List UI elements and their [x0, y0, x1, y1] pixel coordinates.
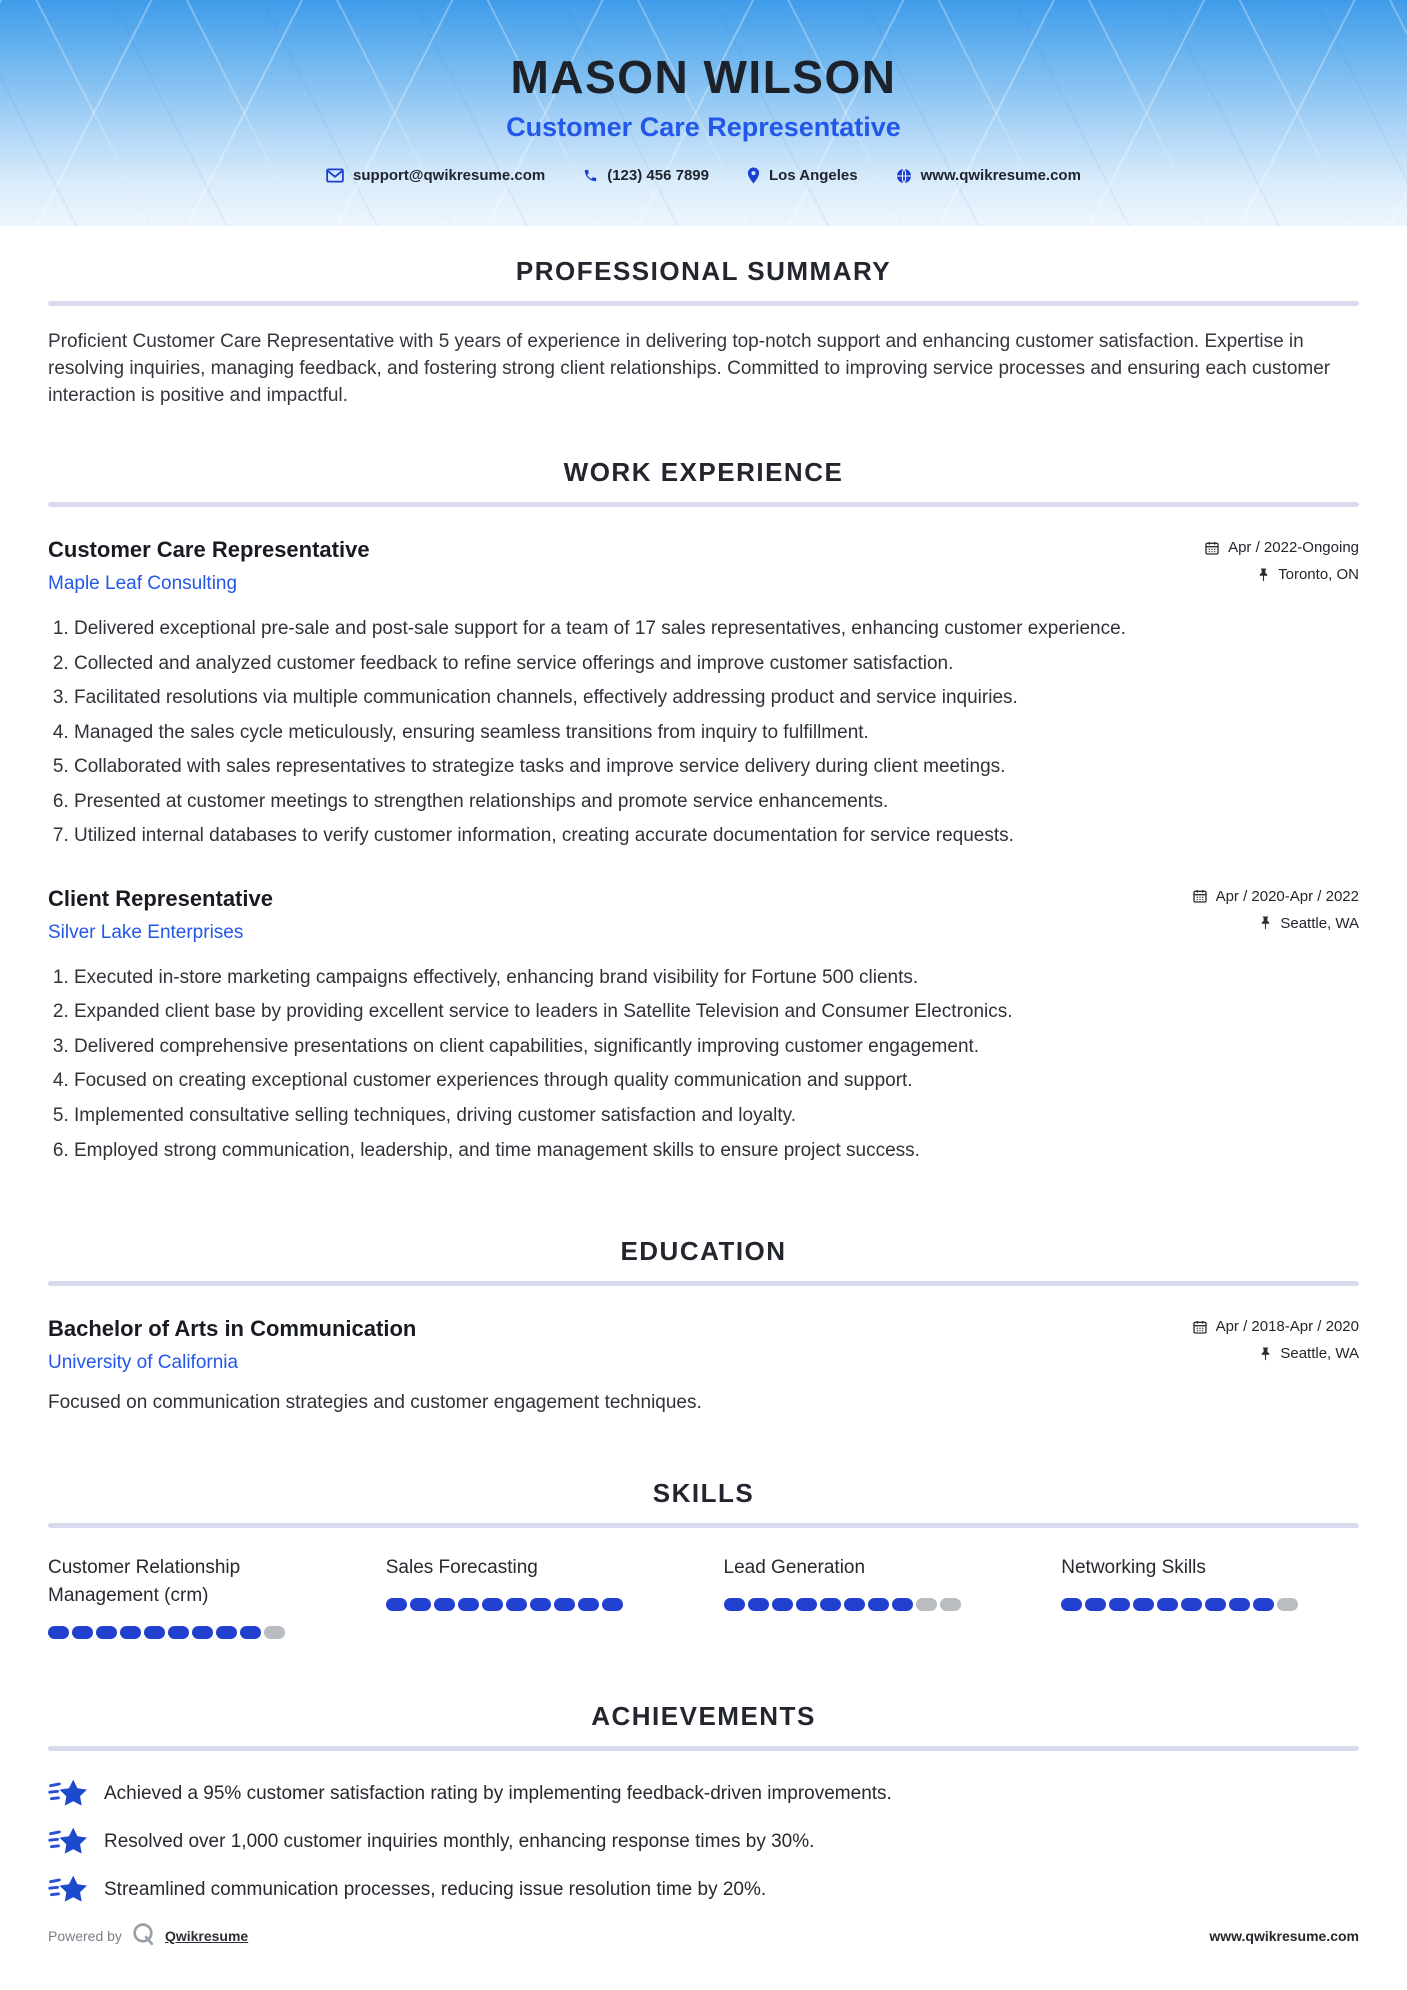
job-bullet: 2. Expanded client base by providing excellent service to leaders in Satellite Television and Consumer Electronics.: [74, 998, 1359, 1026]
page-footer: [48, 1922, 1359, 1950]
job-location: [1204, 566, 1359, 583]
achievement-text: Resolved over 1,000 customer inquiries monthly, enhancing response times by 30%.: [104, 1830, 815, 1852]
job-dates-text: Apr / 2022-Ongoing: [1228, 539, 1359, 556]
job-bullet: 4. Focused on creating exceptional customer experiences through quality communication and support.: [74, 1067, 1359, 1095]
job-entry: [48, 537, 1359, 850]
shooting-star-icon: [48, 1825, 88, 1858]
skills-grid: [48, 1554, 1359, 1639]
job-bullet: 7. Utilized internal databases to verify customer information, creating accurate documentation for service requests.: [74, 822, 1359, 850]
job-bullet: 1. Delivered exceptional pre-sale and post-sale support for a team of 17 sales representatives, enhancing customer experience.: [74, 615, 1359, 643]
location-pin-icon: [747, 167, 760, 184]
skill-name: Lead Generation: [723, 1557, 866, 1579]
skill-name: Customer Relationship Management (crm): [48, 1557, 241, 1607]
section-work-experience: [48, 457, 1359, 1164]
job-title: Customer Care Representative: [48, 537, 370, 562]
section-divider: [48, 1746, 1359, 1751]
degree-title: Bachelor of Arts in Communication: [48, 1316, 417, 1342]
envelope-icon: [326, 168, 344, 183]
candidate-name: MASON WILSON: [510, 51, 897, 103]
section-divider: [48, 301, 1359, 306]
job-bullet-list: [48, 964, 1359, 1164]
job-location-text: Toronto, ON: [1278, 566, 1359, 583]
contact-phone-text: (123) 456 7899: [607, 167, 709, 184]
achievement-item: [48, 1873, 1359, 1906]
job-bullet-list: [48, 615, 1359, 850]
skill-level-bar: [386, 1598, 684, 1611]
candidate-job-title: Customer Care Representative: [506, 112, 901, 142]
skill-item: [1061, 1554, 1359, 1639]
section-divider: [48, 502, 1359, 507]
job-dates-text: Apr / 2020-Apr / 2022: [1215, 887, 1359, 905]
job-entry: [48, 886, 1359, 1164]
calendar-icon: [1204, 540, 1220, 556]
job-bullet: 4. Managed the sales cycle meticulously, ensuring seamless transitions from inquiry to fulfillment.: [74, 719, 1359, 747]
job-bullet: 2. Collected and analyzed customer feedback to refine service offerings and improve customer satisfaction.: [74, 650, 1359, 678]
job-bullet: 1. Executed in-store marketing campaigns effectively, enhancing brand visibility for Fortune 500 clients.: [74, 964, 1359, 992]
job-bullet: 3. Delivered comprehensive presentations on client capabilities, significantly improving customer engagement.: [74, 1033, 1359, 1061]
skill-level-bar: [724, 1598, 1022, 1611]
qwikresume-brand-link[interactable]: Qwikresume: [164, 1928, 249, 1944]
job-bullet: 3. Facilitated resolutions via multiple communication channels, effectively addressing product and service inquiries.: [74, 684, 1359, 712]
section-divider: [48, 1281, 1359, 1286]
education-location-text: Seattle, WA: [1280, 1345, 1359, 1363]
contact-website-text: www.qwikresume.com: [920, 167, 1081, 184]
shooting-star-icon: [48, 1873, 88, 1906]
section-achievements: [48, 1701, 1359, 1906]
job-location: [1192, 915, 1359, 932]
pushpin-icon: [1259, 916, 1272, 930]
pushpin-icon: [1259, 1347, 1272, 1361]
skill-name: Networking Skills: [1061, 1557, 1206, 1579]
job-location-text: Seattle, WA: [1280, 914, 1359, 932]
job-company-link[interactable]: Silver Lake Enterprises: [48, 921, 244, 943]
pushpin-icon: [1257, 568, 1270, 582]
skill-item: [724, 1554, 1022, 1639]
qwikresume-q-icon: [131, 1922, 156, 1950]
education-dates-text: Apr / 2018-Apr / 2020: [1215, 1318, 1359, 1336]
education-dates: [1192, 1318, 1359, 1335]
contact-bar: [0, 167, 1407, 184]
job-bullet: 5. Collaborated with sales representatives to strategize tasks and improve service delivery during client meetings.: [74, 753, 1359, 781]
education-description: Focused on communication strategies and customer engagement techniques.: [48, 1392, 702, 1414]
header-banner: [0, 0, 1407, 226]
contact-email[interactable]: [326, 167, 545, 184]
section-professional-summary: [48, 256, 1359, 409]
achievements-list: [48, 1777, 1359, 1906]
job-dates: [1204, 539, 1359, 556]
job-company-link[interactable]: Maple Leaf Consulting: [48, 573, 238, 594]
education-location: [1192, 1345, 1359, 1362]
education-entry: [48, 1316, 1359, 1414]
skill-name: Sales Forecasting: [385, 1557, 538, 1579]
section-skills: [48, 1478, 1359, 1639]
summary-paragraph: Proficient Customer Care Representative with 5 years of experience in delivering top-notch support and enhancing customer satisfaction. Expertise in resolving inquiries, managing feedback, and fostering strong client relationships. Committed to improving service processes and ensuring each customer interaction is positive and impactful.: [48, 331, 1331, 406]
footer-website: www.qwikresume.com: [1209, 1928, 1359, 1944]
skill-item: [48, 1554, 346, 1639]
achievement-text: Streamlined communication processes, reducing issue resolution time by 20%.: [104, 1878, 767, 1900]
contact-website[interactable]: [896, 167, 1081, 184]
job-dates: [1192, 888, 1359, 905]
achievement-item: [48, 1777, 1359, 1810]
job-title: Client Representative: [48, 885, 273, 911]
calendar-icon: [1192, 1319, 1208, 1335]
job-bullet: 6. Employed strong communication, leadership, and time management skills to ensure project success.: [74, 1137, 1359, 1165]
calendar-icon: [1192, 888, 1208, 904]
phone-icon: [583, 168, 598, 183]
contact-location-text: Los Angeles: [768, 167, 858, 184]
section-heading-achievements: ACHIEVEMENTS: [591, 1701, 816, 1732]
section-heading-skills: SKILLS: [652, 1478, 755, 1509]
contact-location: [747, 167, 858, 184]
skill-item: [386, 1554, 684, 1639]
section-divider: [48, 1523, 1359, 1528]
section-heading-summary: PROFESSIONAL SUMMARY: [515, 256, 892, 286]
job-bullet: 5. Implemented consultative selling techniques, driving customer satisfaction and loyalty.: [74, 1102, 1359, 1130]
section-education: [48, 1236, 1359, 1414]
skill-level-bar: [48, 1626, 346, 1639]
skill-level-bar: [1061, 1598, 1359, 1611]
globe-icon: [896, 168, 912, 184]
contact-email-text: support@qwikresume.com: [353, 167, 546, 184]
school-link[interactable]: University of California: [48, 1352, 239, 1374]
job-bullet: 6. Presented at customer meetings to strengthen relationships and promote service enhancements.: [74, 788, 1359, 816]
contact-phone[interactable]: [583, 167, 709, 184]
section-heading-work: WORK EXPERIENCE: [563, 457, 844, 487]
shooting-star-icon: [48, 1777, 88, 1810]
powered-by-label: Powered by: [48, 1928, 122, 1944]
section-heading-education: EDUCATION: [620, 1236, 787, 1267]
achievement-text: Achieved a 95% customer satisfaction rating by implementing feedback-driven improvements.: [104, 1782, 892, 1804]
achievement-item: [48, 1825, 1359, 1858]
